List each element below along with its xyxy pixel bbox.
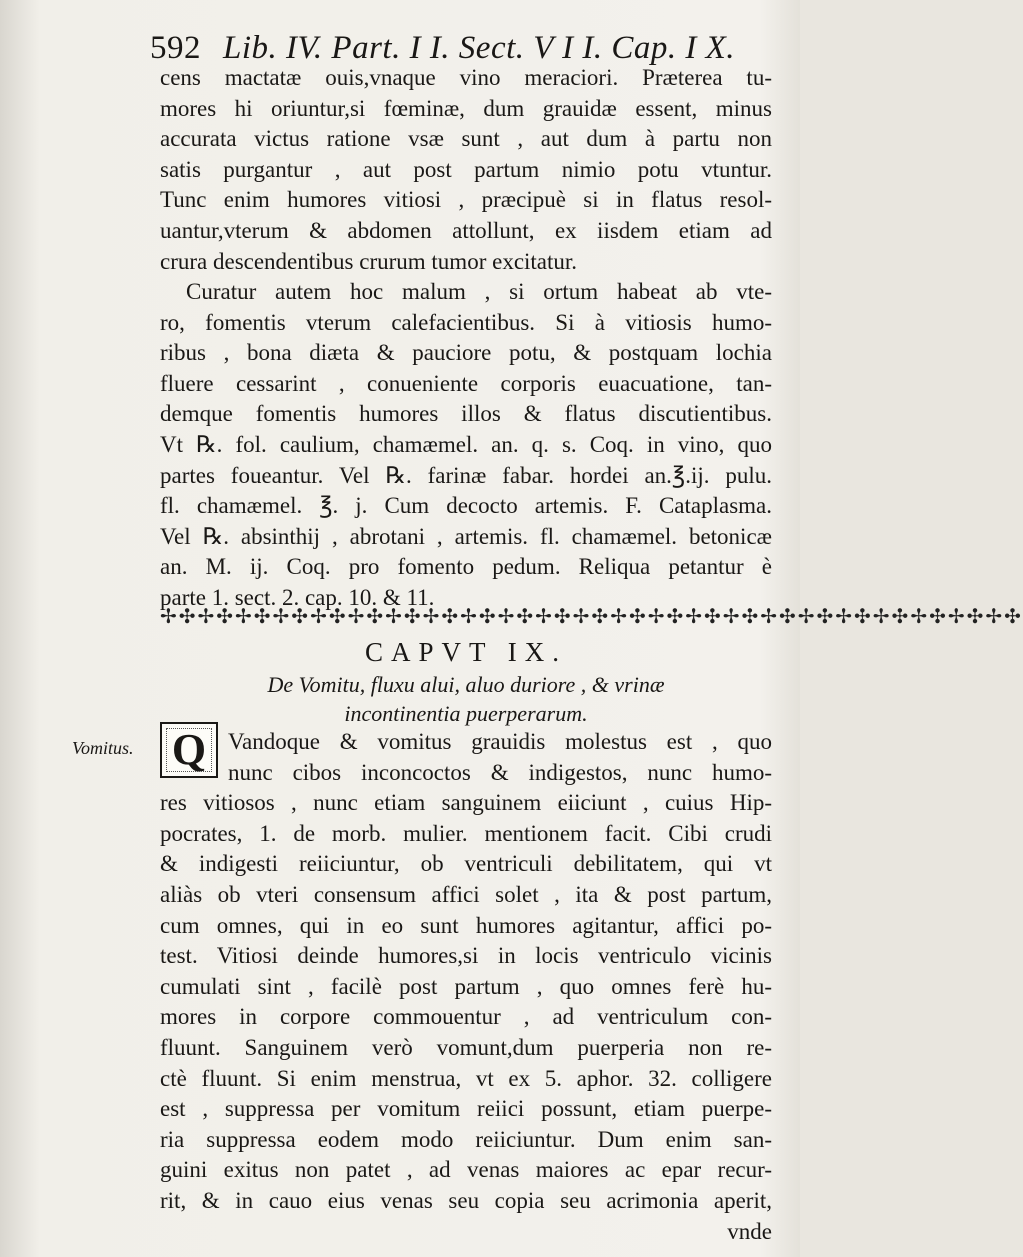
chapter-subtitle-line-2: incontinentia puerperarum. — [344, 701, 588, 726]
chapter-title: CAPVT IX. — [364, 637, 568, 667]
text-line: & indigesti reiiciuntur, ob ventriculi debilitatem, qui vt — [160, 851, 772, 877]
text-line: test. Vitiosi deinde humores,si in locis ventriculo vicinis — [160, 943, 772, 969]
text-line: ribus , bona diæta & pauciore potu, & postquam lochia — [160, 340, 772, 366]
text-line: guini exitus non patet , ad venas maiores ac epar recur- — [160, 1157, 772, 1183]
paragraph-1 — [160, 63, 772, 277]
paragraph-3 — [160, 727, 772, 1247]
text-line: fluunt. Sanguinem verò vomunt,dum puerperia non re- — [160, 1034, 772, 1060]
text-line: accurata victus ratione vsæ sunt , aut dum à partu non — [160, 126, 772, 152]
text-line: mores in corpore commouentur , ad ventriculum con- — [160, 1004, 772, 1030]
text-line: mores hi oriuntur,si fœminæ, dum grauidæ essent, minus — [160, 95, 772, 121]
text-line: an. M. ij. Coq. pro fomento pedum. Reliqua petantur è — [160, 554, 772, 580]
text-line: cens mactatæ ouis,vnaque vino meraciori. Præterea tu- — [160, 65, 772, 90]
chapter-subtitle-line-1: De Vomitu, fluxu alui, aluo duriore , & vrinæ — [267, 672, 665, 697]
ornamental-divider: ✢✣✢✣✢✣✢✣✢✣✢✣✢✣✢✣✢✣✢✣✢✣✢✣✢✣✢✣✢✣✢✣✢✣✢✣✢✣✢✣✢✣✢✣✢✣ — [160, 604, 1023, 628]
text-line: est , suppressa per vomitum reiici possunt, etiam puerpe- — [160, 1096, 772, 1122]
text-line: nunc cibos inconcoctos & indigestos, nunc humo- — [228, 759, 772, 785]
text-line: fl. chamæmel. ℥. j. Cum decocto artemis. F. Cataplasma. — [160, 493, 772, 519]
text-line: aliàs ob vteri consensum affici solet , ita & post partum, — [160, 881, 772, 907]
text-line: cumulati sint , facilè post partum , quo omnes ferè hu- — [160, 973, 772, 999]
catchword: vnde — [727, 1218, 772, 1244]
text-line: satis purgantur , aut post partum nimio potu vtuntur. — [160, 156, 772, 182]
margin-note: Vomitus. — [72, 738, 134, 758]
text-line: partes foueantur. Vel ℞. farinæ fabar. hordei an.℥.ij. pulu. — [160, 462, 772, 488]
text-line: Vel ℞. absinthij , abrotani , artemis. fl. chamæmel. betonicæ — [160, 523, 772, 549]
text-line: demque fomentis humores illos & flatus discutientibus. — [160, 401, 772, 427]
text-line: Vandoque & vomitus grauidis molestus est , quo — [228, 729, 772, 754]
text-line: ro, fomentis vterum calefacientibus. Si à vitiosis humo- — [160, 309, 772, 335]
text-line: parte 1. sect. 2. cap. 10. & 11. — [160, 584, 435, 610]
text-line: fluere cessarint , conueniente corporis euacuatione, tan- — [160, 370, 772, 396]
text-line: Tunc enim humores vitiosi , præcipuè si in flatus resol- — [160, 187, 772, 213]
text-line: pocrates, 1. de morb. mulier. mentionem facit. Cibi crudi — [160, 820, 772, 846]
decorated-initial: Q — [160, 722, 218, 778]
text-line: res vitiosos , nunc etiam sanguinem eiiciunt , cuius Hip- — [160, 790, 772, 816]
text-line: crura descendentibus crurum tumor excitatur. — [160, 248, 578, 274]
text-line: ctè fluunt. Si enim menstrua, vt ex 5. aphor. 32. colligere — [160, 1065, 772, 1091]
text-line: Curatur autem hoc malum , si ortum habeat ab vte- — [186, 279, 772, 304]
paragraph-2 — [160, 277, 772, 614]
text-line: ria suppressa eodem modo reiiciuntur. Dum enim san- — [160, 1126, 772, 1152]
text-line: Vt ℞. fol. caulium, chamæmel. an. q. s. Coq. in vino, quo — [160, 431, 772, 457]
text-line: cum omnes, qui in eo sunt humores agitantur, affici po- — [160, 912, 772, 938]
running-title: Lib. IV. Part. I I. Sect. V I I. Cap. I X. — [223, 30, 735, 66]
text-line: uantur,vterum & abdomen attollunt, ex iisdem etiam ad — [160, 217, 772, 243]
page-number: 592 — [150, 30, 201, 66]
text-line: rit, & in cauo eius venas seu copia seu acrimonia aperit, — [160, 1187, 772, 1213]
